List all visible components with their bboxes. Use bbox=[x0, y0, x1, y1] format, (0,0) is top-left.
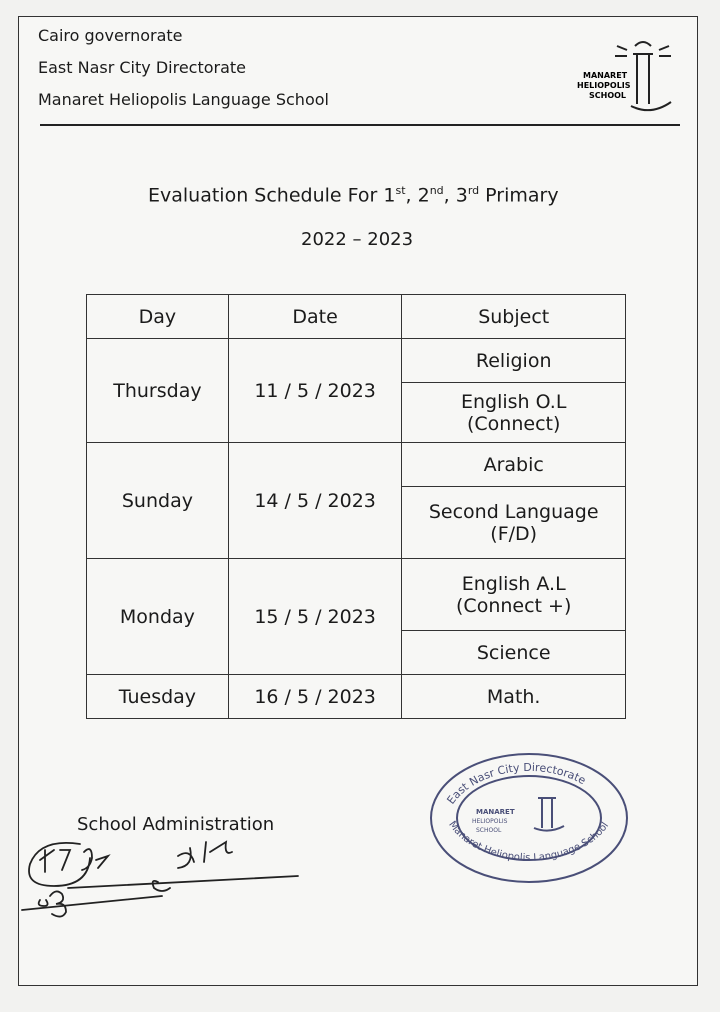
table-row bbox=[87, 339, 626, 383]
cell-day: Sunday bbox=[87, 443, 229, 559]
header-governorate: Cairo governorate bbox=[38, 26, 183, 45]
cell-date: 15 / 5 / 2023 bbox=[228, 559, 402, 675]
stamp-arc-top: East Nasr City Directorate bbox=[444, 760, 588, 807]
cell-date: 11 / 5 / 2023 bbox=[228, 339, 402, 443]
cell-subject: Science bbox=[402, 631, 626, 675]
school-logo bbox=[575, 36, 675, 120]
cell-subject: Religion bbox=[402, 339, 626, 383]
stamp-text-school: SCHOOL bbox=[476, 827, 502, 834]
school-stamp bbox=[424, 748, 634, 888]
logo-text-heliopolis: HELIOPOLIS bbox=[577, 81, 631, 90]
academic-year: 2022 – 2023 bbox=[301, 229, 414, 250]
table-header-row bbox=[87, 295, 626, 339]
stamp-arc-bottom: Manaret Heliopolis Language School bbox=[446, 819, 612, 864]
cell-day: Thursday bbox=[87, 339, 229, 443]
header-date: Date bbox=[228, 295, 402, 339]
table-row bbox=[87, 675, 626, 719]
header-directorate: East Nasr City Directorate bbox=[38, 58, 247, 77]
cell-subject: Second Language (F/D) bbox=[402, 487, 626, 559]
page-title: Evaluation Schedule For 1st, 2nd, 3rd Primary bbox=[148, 184, 559, 207]
logo-text-manaret: MANARET bbox=[583, 71, 628, 80]
header-school: Manaret Heliopolis Language School bbox=[38, 90, 329, 109]
handwritten-signature bbox=[10, 830, 310, 930]
cell-date: 16 / 5 / 2023 bbox=[228, 675, 402, 719]
logo-text-school: SCHOOL bbox=[589, 91, 627, 100]
table-row bbox=[87, 443, 626, 487]
table-row bbox=[87, 559, 626, 631]
cell-day: Monday bbox=[87, 559, 229, 675]
header-divider bbox=[40, 124, 680, 126]
stamp-text-manaret: MANARET bbox=[476, 808, 515, 816]
cell-subject: English O.L (Connect) bbox=[402, 383, 626, 443]
cell-day: Tuesday bbox=[87, 675, 229, 719]
stamp-text-heliopolis: HELIOPOLIS bbox=[472, 818, 508, 825]
cell-date: 14 / 5 / 2023 bbox=[228, 443, 402, 559]
cell-subject: Math. bbox=[402, 675, 626, 719]
school-administration-label: School Administration bbox=[77, 814, 275, 835]
schedule-table bbox=[86, 294, 626, 719]
cell-subject: Arabic bbox=[402, 443, 626, 487]
header-day: Day bbox=[87, 295, 229, 339]
cell-subject: English A.L (Connect +) bbox=[402, 559, 626, 631]
header-subject: Subject bbox=[402, 295, 626, 339]
